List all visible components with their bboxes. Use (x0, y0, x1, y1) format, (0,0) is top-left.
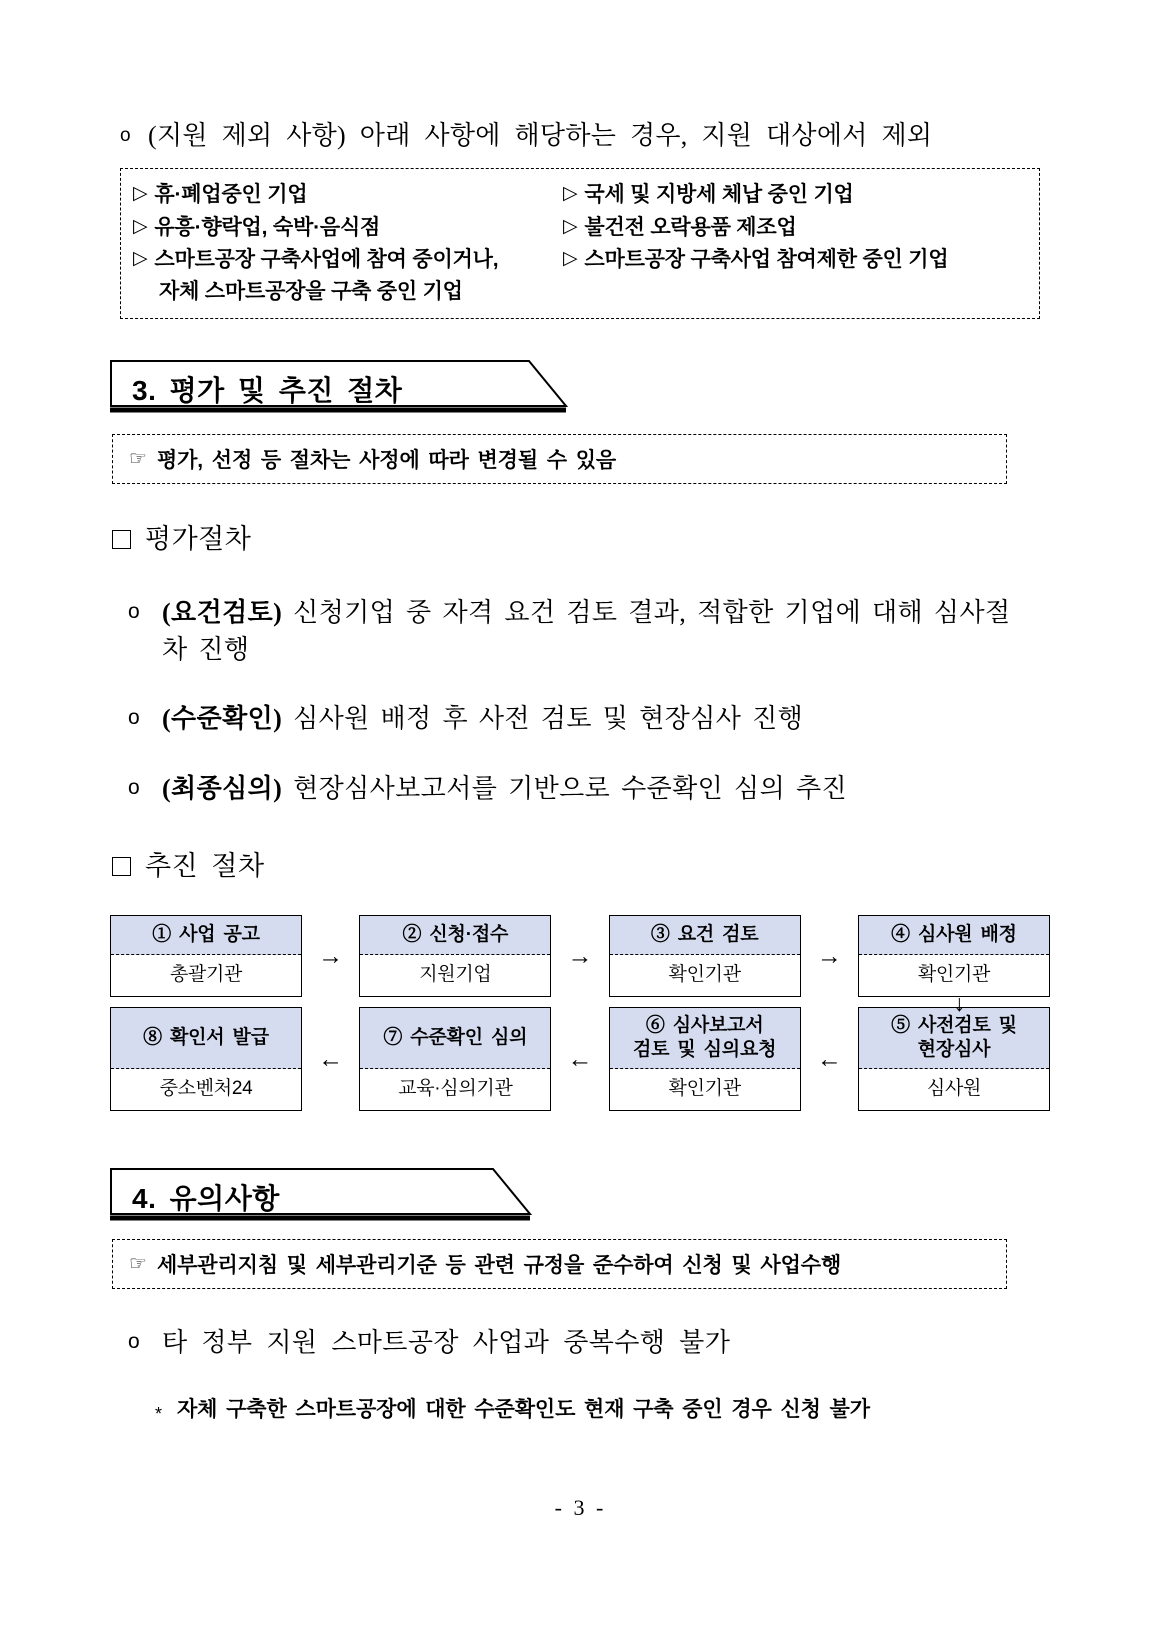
flow-row-connector (110, 990, 1050, 1016)
flow-arrow-down-icon: ↓ (953, 990, 965, 1016)
bullet-marker: o (128, 600, 140, 623)
process-flow-chart (110, 915, 1050, 1111)
exclusion-item (563, 212, 1027, 244)
exclusion-lead-text: (지원 제외 사항) 아래 사항에 해당하는 경우, 지원 대상에서 제외 (148, 121, 933, 150)
flow-step-2-org: 지원기업 (419, 964, 492, 986)
flow-step-8-title (111, 1008, 301, 1069)
flow-step-5-org: 심사원 (926, 1078, 982, 1100)
eval-item-3-text (162, 771, 1028, 808)
section4-subnote (155, 1395, 1055, 1428)
flow-step-4-org: 확인기관 (917, 964, 991, 986)
triangle-icon: ▷ (563, 215, 578, 237)
flow-step-3-org: 확인기관 (668, 964, 741, 986)
flow-step-1-org: 총괄기관 (169, 964, 243, 986)
exclusion-item-label: 휴·폐업중인 기업 (154, 183, 308, 207)
triangle-icon: ▷ (563, 183, 578, 205)
exclusion-item (133, 212, 563, 244)
flow-step-8-org: 중소벤처24 (159, 1078, 253, 1100)
flow-step-8 (110, 1007, 302, 1111)
flow-procedure-heading-label: 추진 절차 (145, 851, 265, 881)
asterisk-marker: * (155, 1404, 163, 1424)
flow-step-6-title-line2: 검토 및 심의요청 (633, 1039, 777, 1060)
section4-bullet-text: 타 정부 지원 스마트공장 사업과 중복수행 불가 (162, 1328, 731, 1357)
section4-banner (110, 1168, 570, 1224)
section3-title: 3. 평가 및 추진 절차 (132, 375, 403, 406)
exclusion-item (563, 244, 1027, 276)
exclusion-item-label: 유흥·향락업, 숙박·음식점 (154, 215, 381, 239)
section3-banner (110, 360, 570, 416)
eval-item-1-tag: (요건검토) (162, 598, 283, 627)
flow-step-7-title (360, 1008, 550, 1069)
flow-step-4-title: ④ 심사원 배정 (859, 916, 1049, 955)
square-bullet-icon (112, 530, 131, 549)
flow-step-1-title: ① 사업 공고 (111, 916, 301, 955)
flow-step-7-org: 교육·심의기관 (398, 1078, 513, 1100)
pointing-hand-icon: ☞ (129, 448, 147, 470)
flow-step-2-title: ② 신청·접수 (360, 916, 550, 955)
eval-item-2-text (162, 701, 1028, 738)
exclusion-item-label: 스마트공장 구축사업 참여제한 중인 기업 (584, 247, 949, 271)
pointing-hand-icon: ☞ (129, 1253, 147, 1275)
exclusion-item (133, 244, 563, 276)
eval-item-3 (128, 771, 1028, 808)
eval-item-2 (128, 701, 1028, 738)
page-number: - 3 - (554, 1495, 607, 1520)
exclusion-item-label: 스마트공장 구축사업에 참여 중이거나, (154, 247, 499, 271)
bullet-marker: o (128, 1330, 140, 1353)
flow-step-6-org: 확인기관 (668, 1078, 741, 1100)
flow-procedure-heading (112, 850, 265, 882)
flow-row-top (110, 915, 1050, 997)
eval-item-1 (128, 595, 1028, 669)
eval-item-3-body: 현장심사보고서를 기반으로 수준확인 심의 추진 (293, 774, 848, 803)
flow-step-6-title-line1: ⑥ 심사보고서 (645, 1015, 764, 1037)
eval-item-2-body: 심사원 배정 후 사전 검토 및 현장심사 진행 (293, 704, 804, 733)
triangle-icon: ▷ (133, 247, 148, 269)
flow-step-5-title-line1: ⑤ 사전검토 및 (891, 1015, 1017, 1037)
exclusion-item-label: 불건전 오락용품 제조업 (584, 215, 797, 239)
flow-step-7-title-line1: ⑦ 수준확인 심의 (383, 1027, 528, 1049)
exclusion-item (133, 179, 563, 211)
bullet-marker: o (120, 125, 131, 146)
flow-step-2 (359, 915, 551, 997)
section4-title: 4. 유의사항 (132, 1183, 280, 1214)
flow-step-1 (110, 915, 302, 997)
triangle-icon: ▷ (133, 215, 148, 237)
section4-note-text: 세부관리지침 및 세부관리기준 등 관련 규정을 준수하여 신청 및 사업수행 (156, 1254, 842, 1277)
flow-step-3-title: ③ 요건 검토 (610, 916, 800, 955)
exclusion-lead (120, 118, 1040, 154)
flow-step-4 (858, 915, 1050, 997)
flow-step-8-title-line1: ⑧ 확인서 발급 (143, 1027, 269, 1049)
flow-arrow-left-icon: ← (816, 1044, 842, 1073)
flow-step-3 (609, 915, 801, 997)
exclusion-grid (133, 179, 1027, 308)
flow-row-bottom (110, 1007, 1050, 1111)
section3-note (112, 434, 1007, 484)
flow-step-6-title (610, 1008, 800, 1069)
eval-procedure-heading (112, 523, 251, 555)
flow-step-5-title (859, 1008, 1049, 1069)
square-bullet-icon (112, 857, 131, 876)
flow-arrow-left-icon: ← (567, 1044, 593, 1073)
section3-note-text: 평가, 선정 등 절차는 사정에 따라 변경될 수 있음 (156, 449, 617, 472)
triangle-icon: ▷ (563, 247, 578, 269)
exclusion-section (120, 118, 1040, 319)
exclusion-item-continuation (133, 276, 563, 308)
section4-note (112, 1239, 1007, 1289)
page-footer (0, 1495, 1161, 1521)
bullet-marker: o (128, 706, 140, 729)
flow-arrow-left-icon: ← (318, 1044, 344, 1073)
flow-step-5-title-line2: 현장심사 (917, 1039, 991, 1060)
exclusion-grid-spacer (563, 276, 1027, 308)
bullet-marker: o (128, 776, 140, 799)
eval-item-2-tag: (수준확인) (162, 704, 283, 733)
triangle-icon: ▷ (133, 183, 148, 205)
exclusion-item-label: 자체 스마트공장을 구축 중인 기업 (159, 279, 463, 303)
flow-arrow-right-icon: → (567, 941, 593, 970)
section4-bullet (128, 1325, 1028, 1362)
section4-subnote-text: 자체 구축한 스마트공장에 대한 수준확인도 현재 구축 중인 경우 신청 불가 (177, 1398, 870, 1421)
exclusion-item-label: 국세 및 지방세 체납 중인 기업 (584, 183, 854, 207)
flow-arrow-right-icon: → (816, 941, 842, 970)
flow-arrow-right-icon: → (318, 941, 344, 970)
eval-item-3-tag: (최종심의) (162, 774, 283, 803)
eval-procedure-heading-label: 평가절차 (145, 524, 252, 554)
exclusion-item (563, 179, 1027, 211)
exclusion-list-box (120, 168, 1040, 319)
flow-step-5 (858, 1007, 1050, 1111)
eval-item-1-body: 신청기업 중 자격 요건 검토 결과, 적합한 기업에 대해 심사절차 진행 (162, 598, 1011, 664)
eval-item-1-text (162, 595, 1028, 669)
flow-step-6 (609, 1007, 801, 1111)
flow-step-7 (359, 1007, 551, 1111)
